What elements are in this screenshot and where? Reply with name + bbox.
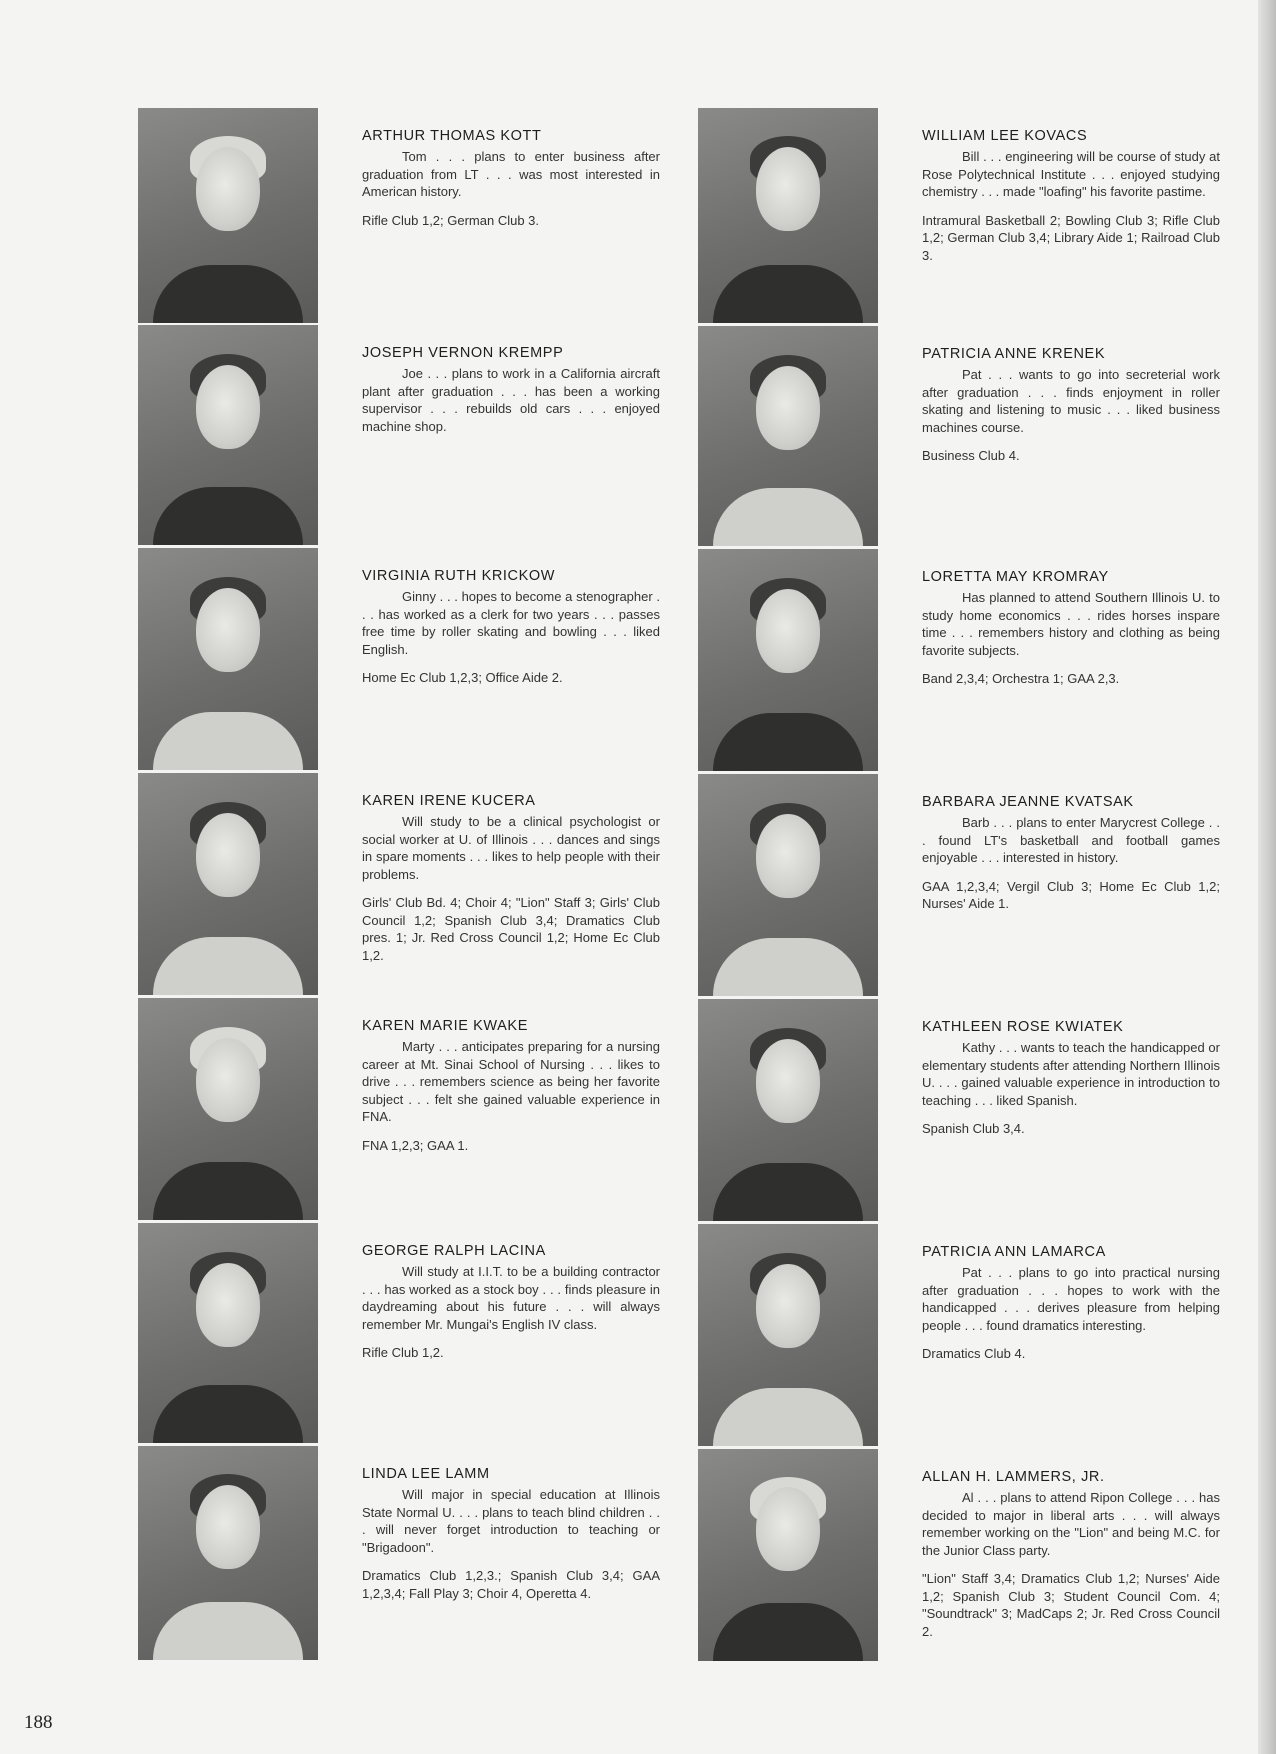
student-bio: Barb . . . plans to enter Marycrest College . . . found LT's basketball and football games enjoyable . . . interested in history. (922, 815, 1220, 865)
student-text (922, 569, 1220, 688)
student-portrait (698, 1449, 878, 1661)
student-entry (698, 774, 1238, 996)
student-bio: Will study at I.I.T. to be a building contractor . . . has worked as a stock boy . . . finds pleasure in daydreaming about his future . . . will always remember Mr. Mungai's English IV class. (362, 1264, 660, 1332)
student-activities: Rifle Club 1,2; German Club 3. (362, 212, 540, 228)
student-name: ARTHUR THOMAS KOTT (362, 128, 542, 144)
student-portrait (698, 999, 878, 1221)
student-text (922, 1469, 1220, 1640)
student-name: KATHLEEN ROSE KWIATEK (922, 1019, 1124, 1035)
student-portrait (138, 108, 318, 323)
student-bio: Pat . . . wants to go into secreterial work after graduation . . . finds enjoyment in roller skating and listening to music . . . liked business machines course. (922, 367, 1220, 435)
student-text (922, 128, 1220, 264)
student-entry (138, 773, 678, 995)
student-activities: Dramatics Club 1,2,3.; Spanish Club 3,4; GAA 1,2,3,4; Fall Play 3; Choir 4, Operetta 4. (362, 1568, 660, 1601)
student-text (362, 793, 660, 964)
student-portrait (698, 774, 878, 996)
student-bio: Kathy . . . wants to teach the handicapped or elementary students after attending Northern Illinois U. . . . gained valuable experience in introduction to teaching . . . liked Spanish. (922, 1040, 1220, 1108)
student-bio: Joe . . . plans to work in a California aircraft plant after graduation . . . has been a working supervisor . . . rebuilds old cars . . . enjoyed machine shop. (362, 366, 660, 434)
student-portrait (138, 1223, 318, 1443)
student-text (362, 568, 660, 687)
student-name: ALLAN H. LAMMERS, JR. (922, 1469, 1105, 1485)
student-text (362, 345, 660, 446)
student-activities: Business Club 4. (922, 448, 1020, 463)
student-activities: "Lion" Staff 3,4; Dramatics Club 1,2; Nurses' Aide 1,2; Spanish Club 3; Student Council Com. 4; "Soundtrack" 3; MadCaps 2; Jr. Red Cross Council 2. (922, 1571, 1220, 1639)
student-name: LORETTA MAY KROMRAY (922, 569, 1109, 585)
student-bio: Bill . . . engineering will be course of study at Rose Polytechnical Institute . . . enjoyed studying chemistry . . . made "loafing" his favorite pastime. (922, 149, 1220, 199)
student-name: GEORGE RALPH LACINA (362, 1243, 546, 1259)
student-bio: Al . . . plans to attend Ripon College . . . has decided to major in liberal arts . . . will always remember working on the "Lion" and being M.C. for the Junior Class party. (922, 1490, 1220, 1558)
student-bio: Pat . . . plans to go into practical nursing after graduation . . . hopes to work with the handicapped . . . derives pleasure from helping people . . . found dramatics interesting. (922, 1265, 1220, 1333)
student-name: BARBARA JEANNE KVATSAK (922, 794, 1134, 810)
student-portrait (138, 325, 318, 545)
student-activities: Girls' Club Bd. 4; Choir 4; "Lion" Staff 3; Girls' Club Council 1,2; Spanish Club 3,4; Dramatics Club pres. 1; Jr. Red Cross Council 1,2; Home Ec Club 1,2. (362, 895, 660, 963)
student-activities: FNA 1,2,3; GAA 1. (362, 1137, 469, 1153)
student-portrait (138, 773, 318, 995)
student-portrait (698, 1224, 878, 1446)
student-entry (698, 108, 1238, 323)
student-text (922, 1019, 1220, 1138)
student-portrait (138, 548, 318, 770)
student-text (362, 128, 660, 229)
student-entry (698, 326, 1238, 546)
student-activities: Rifle Club 1,2. (362, 1345, 444, 1360)
student-entry (698, 999, 1238, 1221)
student-entry (698, 1449, 1238, 1661)
student-text (922, 346, 1220, 465)
student-name: WILLIAM LEE KOVACS (922, 128, 1088, 144)
student-text (362, 1466, 660, 1602)
student-name: LINDA LEE LAMM (362, 1466, 490, 1482)
student-activities: Home Ec Club 1,2,3; Office Aide 2. (362, 670, 563, 685)
student-name: KAREN IRENE KUCERA (362, 793, 536, 809)
student-portrait (138, 998, 318, 1220)
page-number: 188 (24, 1712, 53, 1733)
student-bio: Has planned to attend Southern Illinois U. to study home economics . . . rides horses inspare time . . . remembers history and clothing as being favorite subjects. (922, 590, 1220, 658)
student-name: VIRGINIA RUTH KRICKOW (362, 568, 556, 584)
student-entry (698, 1224, 1238, 1446)
student-entry (138, 548, 678, 770)
student-text (922, 1244, 1220, 1363)
student-name: KAREN MARIE KWAKE (362, 1018, 528, 1034)
student-activities: Intramural Basketball 2; Bowling Club 3; Rifle Club 1,2; German Club 3,4; Library Aide 1; Railroad Club 3. (922, 212, 1220, 263)
student-text (922, 794, 1220, 913)
student-name: PATRICIA ANN LAMARCA (922, 1244, 1106, 1260)
page-edge-shadow (1258, 0, 1276, 1754)
student-name: PATRICIA ANNE KRENEK (922, 346, 1106, 362)
student-portrait (698, 549, 878, 771)
student-bio: Will study to be a clinical psychologist or social worker at U. of Illinois . . . dances and sings in spare moments . . . likes to help people with their problems. (362, 814, 660, 882)
student-text (362, 1243, 660, 1362)
student-bio: Will major in special education at Illinois State Normal U. . . . plans to teach blind children . . . will never forget introduction to teaching or "Brigadoon". (362, 1487, 660, 1555)
student-entry (138, 1223, 678, 1443)
student-name: JOSEPH VERNON KREMPP (362, 345, 564, 361)
student-entry (138, 325, 678, 545)
student-activities: Band 2,3,4; Orchestra 1; GAA 2,3. (922, 671, 1120, 686)
student-activities: Dramatics Club 4. (922, 1346, 1026, 1361)
student-portrait (698, 108, 878, 323)
student-bio: Ginny . . . hopes to become a stenographer . . . has worked as a clerk for two years . . . passes free time by roller skating and bowling . . . liked English. (362, 589, 660, 657)
student-bio: Marty . . . anticipates preparing for a nursing career at Mt. Sinai School of Nursing . . . likes to drive . . . remembers science as being her favorite subject . . . felt she gained valuable experience in FNA. (362, 1039, 660, 1124)
student-entry (698, 549, 1238, 771)
student-entry (138, 108, 678, 323)
student-portrait (698, 326, 878, 546)
student-activities: GAA 1,2,3,4; Vergil Club 3; Home Ec Club 1,2; Nurses' Aide 1. (922, 878, 1220, 911)
student-activities: Spanish Club 3,4. (922, 1121, 1025, 1136)
student-portrait (138, 1446, 318, 1660)
student-text (362, 1018, 660, 1154)
student-bio: Tom . . . plans to enter business after graduation from LT . . . was most interested in American history. (362, 149, 660, 199)
student-entry (138, 1446, 678, 1660)
student-entry (138, 998, 678, 1220)
